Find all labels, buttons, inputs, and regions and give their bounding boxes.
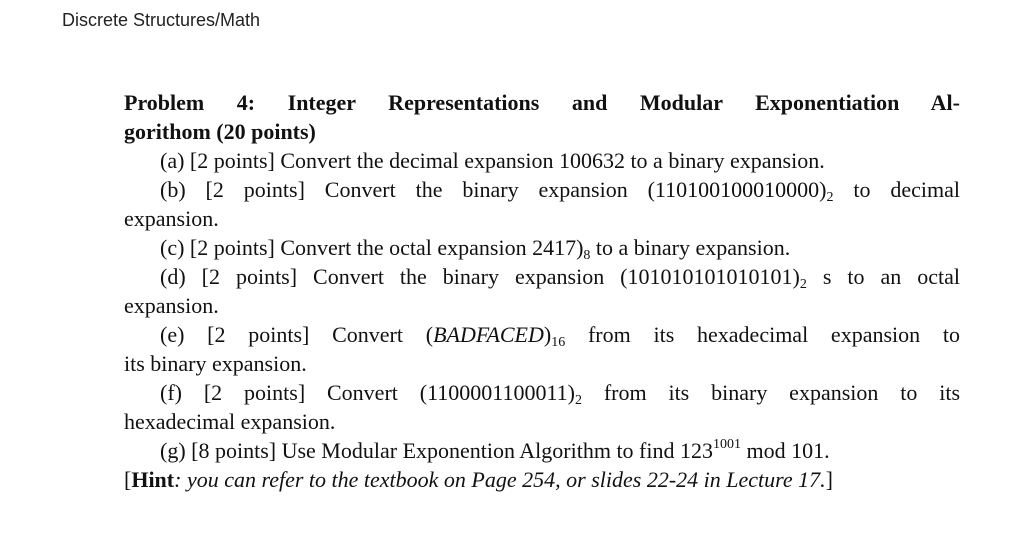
part-e-text: (e) [2 points] Convert ( xyxy=(160,322,434,347)
problem-title-line-2: gorithom (20 points) xyxy=(124,119,316,144)
hint-text: : you can refer to the textbook on Page 254, or slides 22-24 in Lecture 17. xyxy=(174,467,826,492)
part-c-base: 8 xyxy=(583,248,591,263)
part-f-text-end: from its binary expansion to its xyxy=(581,380,961,405)
part-b-text-end: to decimal xyxy=(833,177,960,202)
part-g-text-end: mod 101. xyxy=(741,438,830,463)
part-g-text: (g) [8 points] Use Modular Exponention Algorithm to find 123 xyxy=(160,438,713,463)
part-f-text: (f) [2 points] Convert (1100001100011) xyxy=(160,380,575,405)
problem-block xyxy=(124,88,960,494)
hint-label: Hint xyxy=(131,467,175,492)
part-f-base: 2 xyxy=(574,393,582,408)
part-e-paren: ) xyxy=(543,322,552,347)
part-g xyxy=(124,436,960,465)
part-d-continued: expansion. xyxy=(124,293,219,318)
part-b xyxy=(124,175,960,204)
part-f xyxy=(124,378,960,407)
part-d xyxy=(124,262,960,291)
part-g-exponent: 1001 xyxy=(713,437,741,452)
part-e-text-end: from its hexadecimal expansion to xyxy=(565,322,961,347)
part-e xyxy=(124,320,960,349)
hint-close-bracket: ] xyxy=(825,467,833,492)
part-b-text: (b) [2 points] Convert the binary expansion (110100100010000) xyxy=(160,177,827,202)
part-f-continued: hexadecimal expansion. xyxy=(124,409,336,434)
part-d-text: (d) [2 points] Convert the binary expansion (101010101010101) xyxy=(160,264,800,289)
hint-open-bracket: [ xyxy=(124,467,132,492)
problem-title-line-1: Problem 4: Integer Representations and Modular Exponentiation Al- xyxy=(124,90,960,115)
part-c-text-end: to a binary expansion. xyxy=(590,235,791,260)
course-header: Discrete Structures/Math xyxy=(62,10,261,30)
part-e-base: 16 xyxy=(551,335,566,350)
part-e-hex-value: BADFACED xyxy=(433,322,544,347)
part-d-base: 2 xyxy=(799,277,807,292)
part-a: (a) [2 points] Convert the decimal expansion 100632 to a binary expansion. xyxy=(160,148,825,173)
part-c xyxy=(124,233,960,262)
part-b-continued: expansion. xyxy=(124,206,219,231)
part-b-base: 2 xyxy=(826,190,834,205)
part-e-continued: its binary expansion. xyxy=(124,351,307,376)
part-c-text: (c) [2 points] Convert the octal expansion 2417) xyxy=(160,235,584,260)
part-d-text-end: s to an octal xyxy=(806,264,960,289)
hint xyxy=(124,465,960,494)
